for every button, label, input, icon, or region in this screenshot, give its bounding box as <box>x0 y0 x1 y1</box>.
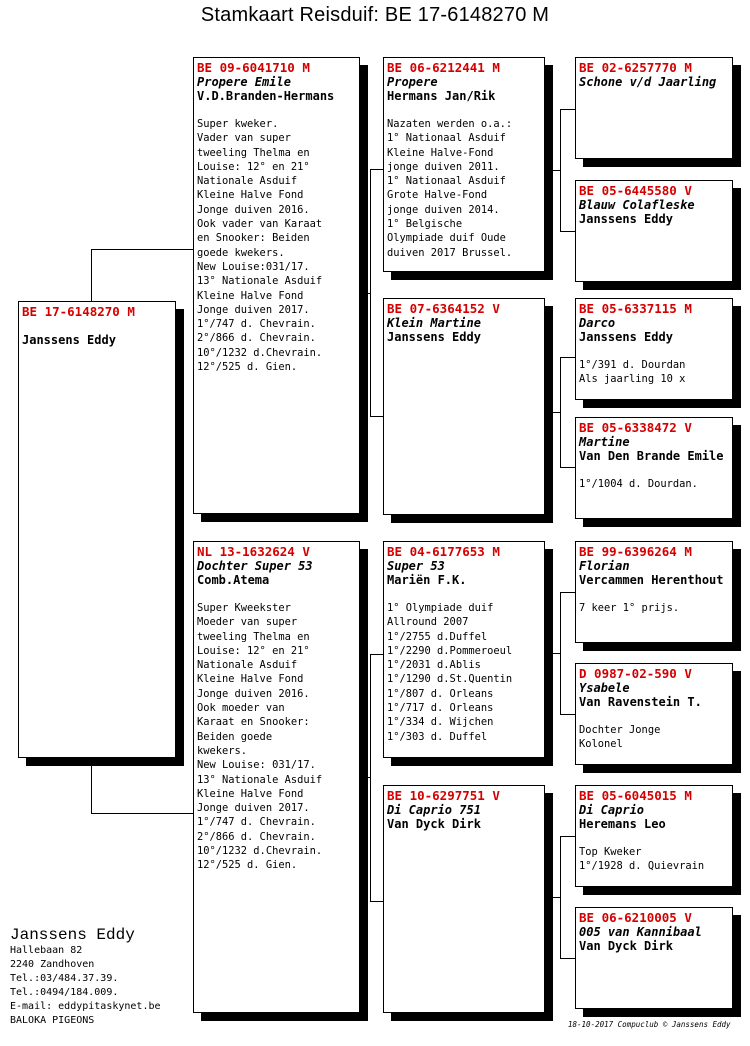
pigeon-name: Florian <box>579 559 630 573</box>
owner: Janssens Eddy <box>579 330 673 344</box>
connector <box>560 592 575 593</box>
breeder-brand: BALOKA PIGEONS <box>10 1015 95 1026</box>
connector <box>370 654 371 901</box>
pigeon-name: Di Caprio 751 <box>387 803 481 817</box>
pigeon-card-fm <box>383 298 545 515</box>
owner: Hermans Jan/Rik <box>387 89 496 103</box>
pigeon-card-fmf <box>575 298 733 400</box>
pigeon-card-fff <box>575 57 733 159</box>
connector <box>560 109 575 110</box>
connector <box>370 901 383 902</box>
owner: Janssens Eddy <box>579 212 673 226</box>
connector <box>560 592 561 714</box>
owner: Janssens Eddy <box>387 330 481 344</box>
notes: 1°/1004 d. Dourdan. <box>579 478 698 490</box>
pigeon-card-mother <box>193 541 360 1013</box>
ring-number: BE 09-6041710 M <box>197 60 310 75</box>
pigeon-name: Super 53 <box>387 559 445 573</box>
connector <box>370 416 383 417</box>
connector <box>545 653 560 654</box>
ring-number: BE 04-6177653 M <box>387 544 500 559</box>
notes: Nazaten werden o.a.: 1° Nationaal Asduif Kleine Halve-Fond jonge duiven 2011. 1° Nationaal Asduif Grote Halve-Fond jonge duiven 2014. 1° Belgische Olympiade duif Oude duiven 2017 Brussel. <box>387 118 513 259</box>
pigeon-card-ff <box>383 57 545 272</box>
notes: Super kweker. Vader van super tweeling Thelma en Louise: 12° en 21° Nationale Asduif Kleine Halve Fond Jonge duiven 2016. Ook vader van Karaat en Snooker: Beiden goede kwekers. New Louise:031/17. 13° Nationale Asduif Kleine Halve Fond Jonge duiven 2017. 1°/747 d. Chevrain. 2°/866 d. Chevrain. 10°/1232 d.Chevrain. 12°/525 d. Gien. <box>197 118 323 374</box>
connector <box>560 357 561 467</box>
connector <box>370 169 371 416</box>
pigeon-name: Di Caprio <box>579 803 645 817</box>
owner: Heremans Leo <box>579 817 666 831</box>
ring-number: BE 05-6445580 V <box>579 183 692 198</box>
connector <box>560 836 575 837</box>
connector <box>545 412 560 413</box>
connector <box>560 958 575 959</box>
breeder-phone-2: Tel.:0494/184.009. <box>10 987 119 998</box>
ring-number: BE 10-6297751 V <box>387 788 500 803</box>
owner: Vercammen Herenthout <box>579 573 724 587</box>
owner: Van Den Brande Emile <box>579 449 724 463</box>
pigeon-card-mm <box>383 785 545 1013</box>
connector <box>560 109 561 231</box>
notes: Top Kweker 1°/1928 d. Quievrain <box>579 846 705 873</box>
page-title: Stamkaart Reisduif: BE 17-6148270 M <box>200 4 550 26</box>
connector <box>91 813 193 814</box>
ring-number: BE 05-6338472 V <box>579 420 692 435</box>
owner: Mariën F.K. <box>387 573 467 587</box>
connector <box>545 897 560 898</box>
pigeon-name: Blauw Colafleske <box>579 198 695 212</box>
ring-number: BE 99-6396264 M <box>579 544 692 559</box>
owner: V.D.Branden-Hermans <box>197 89 335 103</box>
connector <box>91 249 193 250</box>
notes: Super Kweekster Moeder van super tweeling Thelma en Louise: 12° en 21° Nationale Asduif Kleine Halve Fond Jonge duiven 2016. Ook moeder van Karaat en Snooker: Beiden goede kwekers. New Louise: 031/17. 13° Nationale Asduif Kleine Halve Fond Jonge duiven 2017. 1°/747 d. Chevrain. 2°/866 d. Chevrain. 10°/1232 d.Chevrain. 12°/525 d. Gien. <box>197 602 323 872</box>
connector <box>560 836 561 958</box>
owner: Van Ravenstein T. <box>579 695 702 709</box>
ring-number: BE 06-6212441 M <box>387 60 500 75</box>
ring-number: BE 05-6045015 M <box>579 788 692 803</box>
connector <box>370 654 383 655</box>
ring-number: BE 06-6210005 V <box>579 910 692 925</box>
pigeon-card-father <box>193 57 360 514</box>
owner: Van Dyck Dirk <box>579 939 673 953</box>
pigeon-card-fmm <box>575 417 733 519</box>
owner: Van Dyck Dirk <box>387 817 481 831</box>
ring-number: BE 07-6364152 V <box>387 301 500 316</box>
pigeon-card-mmm <box>575 907 733 1009</box>
pigeon-name: Dochter Super 53 <box>197 559 313 573</box>
owner: Janssens Eddy <box>22 333 116 347</box>
pigeon-card-mf <box>383 541 545 758</box>
pigeon-name: 005 van Kannibaal <box>579 925 702 939</box>
breeder-info <box>10 926 161 1028</box>
ring-number: NL 13-1632624 V <box>197 544 310 559</box>
notes: Dochter Jonge Kolonel <box>579 724 661 751</box>
pigeon-card-mff <box>575 541 733 643</box>
ring-number: BE 17-6148270 M <box>22 304 135 319</box>
pigeon-name: Klein Martine <box>387 316 481 330</box>
print-credit: 18-10-2017 Compuclub © Janssens Eddy <box>568 1020 731 1029</box>
connector <box>91 249 92 301</box>
connector <box>560 467 575 468</box>
ring-number: D 0987-02-590 V <box>579 666 692 681</box>
pigeon-name: Schone v/d Jaarling <box>579 75 717 89</box>
pigeon-card-mmf <box>575 785 733 887</box>
breeder-email: E-mail: eddypitaskynet.be <box>10 1001 161 1012</box>
pigeon-name: Propere Emile <box>197 75 291 89</box>
pigeon-card-mfm <box>575 663 733 765</box>
connector <box>560 231 575 232</box>
notes: 7 keer 1° prijs. <box>579 602 680 614</box>
ring-number: BE 02-6257770 M <box>579 60 692 75</box>
connector <box>360 777 370 778</box>
pigeon-name: Darco <box>579 316 616 330</box>
connector <box>360 293 370 294</box>
connector <box>545 170 560 171</box>
pigeon-card-subject <box>18 301 176 758</box>
pigeon-name: Martine <box>579 435 630 449</box>
pigeon-card-ffm <box>575 180 733 282</box>
connector <box>370 169 383 170</box>
pigeon-name: Ysabele <box>579 681 630 695</box>
breeder-city: 2240 Zandhoven <box>10 959 95 970</box>
notes: 1°/391 d. Dourdan Als jaarling 10 x <box>579 359 686 386</box>
connector <box>560 714 575 715</box>
breeder-phone-1: Tel.:03/484.37.39. <box>10 973 119 984</box>
breeder-street: Hallebaan 82 <box>10 945 83 956</box>
notes: 1° Olympiade duif Allround 2007 1°/2755 d.Duffel 1°/2290 d.Pommeroeul 1°/2031 d.Ablis 1°/1290 d.St.Quentin 1°/807 d. Orleans 1°/717 d. Orleans 1°/334 d. Wijchen 1°/303 d. Duffel <box>387 602 513 743</box>
ring-number: BE 05-6337115 M <box>579 301 692 316</box>
connector <box>91 758 92 813</box>
connector <box>560 357 575 358</box>
breeder-name: Janssens Eddy <box>10 926 135 944</box>
owner: Comb.Atema <box>197 573 270 587</box>
pigeon-name: Propere <box>387 75 438 89</box>
